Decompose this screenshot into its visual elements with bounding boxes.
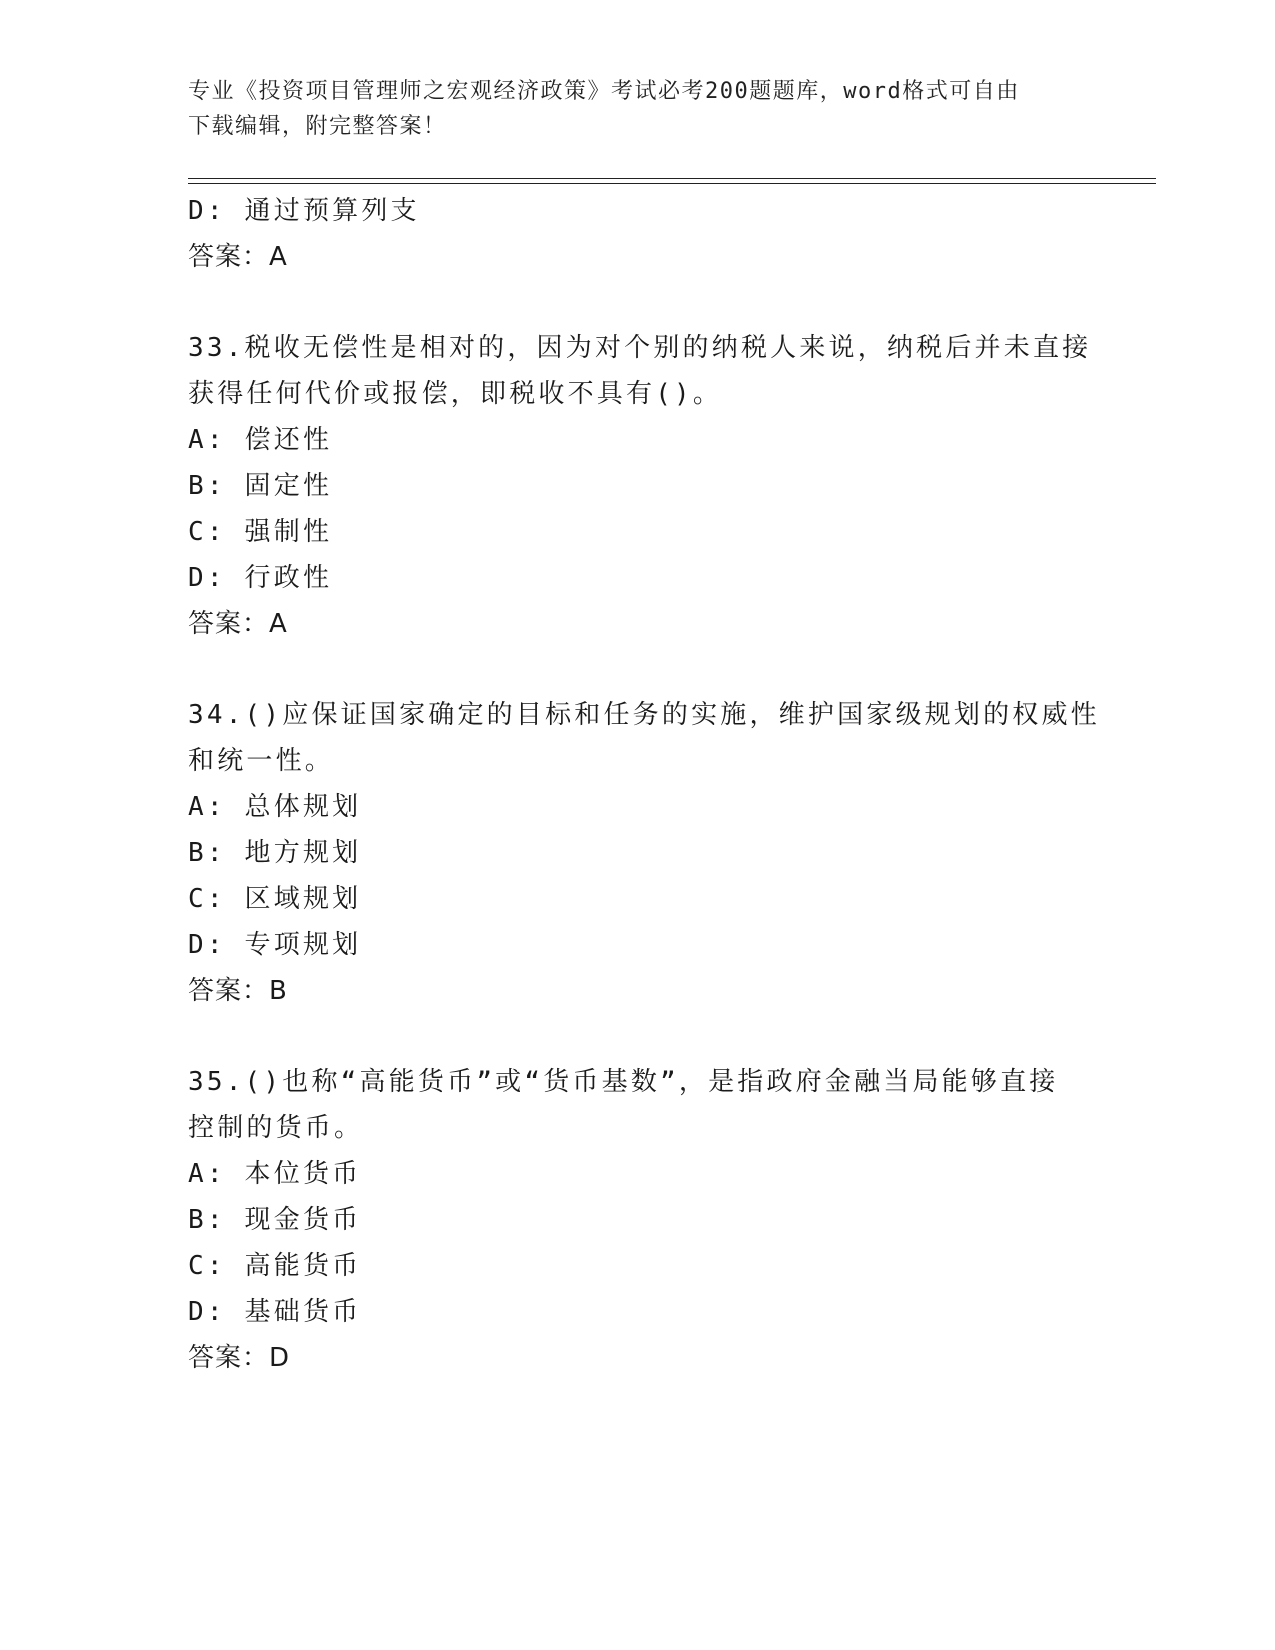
option-c: C: 高能货币 — [188, 1251, 362, 1281]
header-rule-bottom — [188, 183, 1156, 184]
spacer — [188, 1014, 1088, 1059]
option-a: A: 本位货币 — [188, 1159, 362, 1189]
spacer — [188, 280, 1088, 325]
question-stem-line-1: 35.()也称“高能货币”或“货币基数”，是指政府金融当局能够直接 — [188, 1067, 1059, 1097]
option-a: A: 总体规划 — [188, 792, 362, 822]
document-header — [188, 74, 1088, 144]
option-b: B: 固定性 — [188, 471, 333, 501]
question-stem-line-2: 和统一性。 — [188, 746, 335, 776]
answer: 答案：A — [188, 609, 288, 639]
question-stem-line-2: 控制的货币。 — [188, 1113, 364, 1143]
question-stem-line-2: 获得任何代价或报偿，即税收不具有()。 — [188, 379, 723, 409]
spacer — [188, 647, 1088, 692]
option-b: B: 现金货币 — [188, 1205, 362, 1235]
previous-option-d: D: 通过预算列支 — [188, 196, 420, 226]
option-a: A: 偿还性 — [188, 425, 333, 455]
option-c: C: 强制性 — [188, 517, 333, 547]
answer: 答案：D — [188, 1343, 291, 1373]
question-34 — [188, 692, 1100, 1014]
header-rule-top — [188, 178, 1156, 179]
question-35 — [188, 1059, 1088, 1381]
question-33 — [188, 325, 1092, 647]
option-d: D: 专项规划 — [188, 930, 362, 960]
header-line-1: 专业《投资项目管理师之宏观经济政策》考试必考200题题库，word格式可自由 — [188, 79, 1020, 104]
question-list — [188, 188, 1100, 1381]
question-stem-line-1: 33.税收无偿性是相对的，因为对个别的纳税人来说，纳税后并未直接 — [188, 333, 1092, 363]
question-stem-line-1: 34.()应保证国家确定的目标和任务的实施，维护国家级规划的权威性 — [188, 700, 1100, 730]
option-c: C: 区域规划 — [188, 884, 362, 914]
header-line-2: 下载编辑，附完整答案！ — [188, 114, 447, 139]
option-d: D: 行政性 — [188, 563, 333, 593]
previous-answer: 答案：A — [188, 242, 288, 272]
answer: 答案：B — [188, 976, 288, 1006]
option-d: D: 基础货币 — [188, 1297, 362, 1327]
option-b: B: 地方规划 — [188, 838, 362, 868]
